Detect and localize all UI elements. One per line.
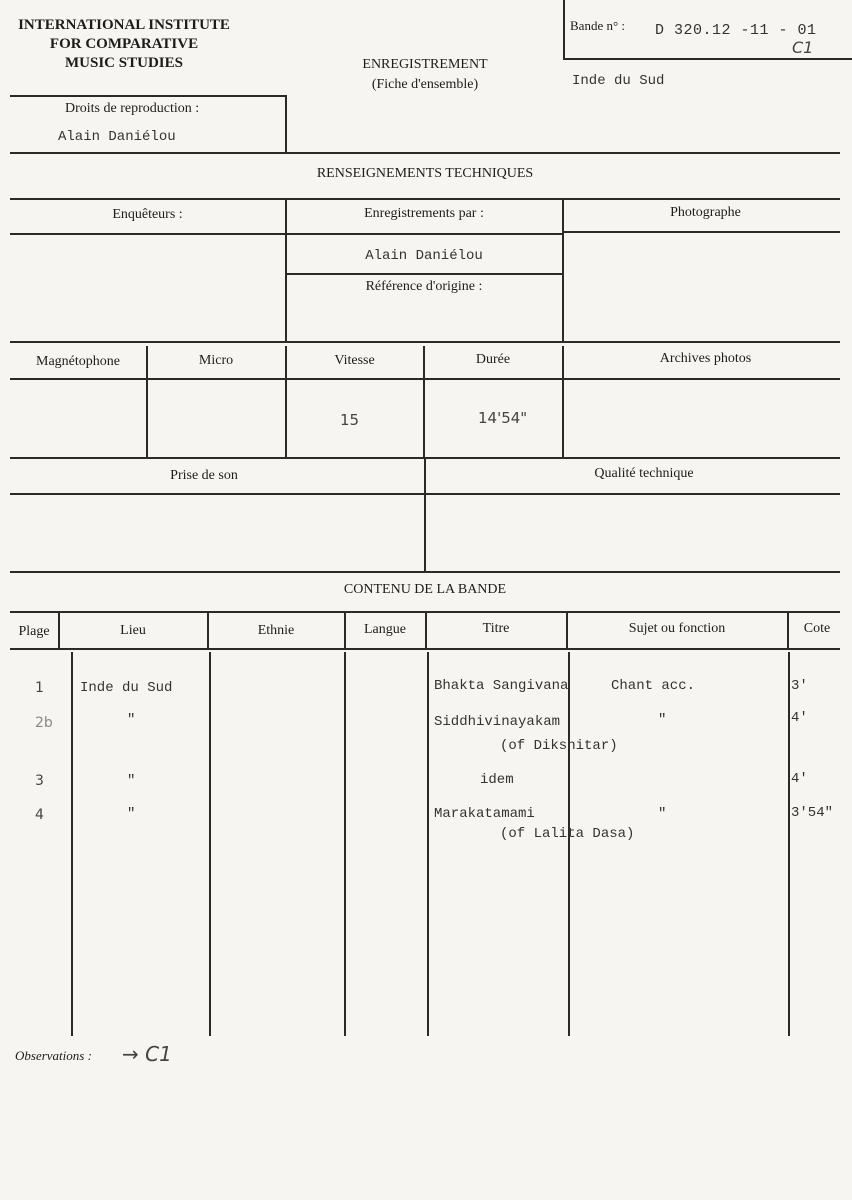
- duree-label: Durée: [475, 352, 511, 367]
- col-lieu: Lieu: [120, 623, 146, 638]
- row4-plage: 4: [35, 807, 44, 823]
- vitesse-value: 15: [340, 411, 360, 429]
- row3-cote: 4': [791, 771, 808, 787]
- technical-section-title: RENSEIGNEMENTS TECHNIQUES: [316, 166, 534, 181]
- bande-label: Bande n° :: [570, 18, 626, 33]
- vitesse-label: Vitesse: [334, 353, 375, 368]
- form-subtitle: (Fiche d'ensemble): [371, 77, 479, 92]
- institute-line-1: INTERNATIONAL INSTITUTE: [18, 17, 230, 33]
- bande-number: D 320.12 -11 - 01: [655, 22, 817, 39]
- content-section-title: CONTENU DE LA BANDE: [343, 582, 507, 597]
- row2-titre-sub: (of Dikshitar): [500, 738, 618, 754]
- row3-titre: idem: [480, 772, 514, 788]
- bande-handwritten-note: C1: [792, 38, 814, 57]
- col-titre: Titre: [482, 621, 510, 636]
- duree-value: 14'54": [478, 409, 528, 427]
- row1-sujet: Chant acc.: [611, 678, 696, 694]
- row4-titre: Marakatamami: [434, 806, 535, 822]
- photographe-label: Photographe: [670, 205, 741, 220]
- row3-plage: 3: [35, 773, 44, 789]
- row3-lieu: ": [127, 773, 136, 789]
- form-title: ENREGISTREMENT: [362, 57, 488, 72]
- row2-plage: 2b: [35, 715, 53, 731]
- region-value: Inde du Sud: [572, 73, 665, 89]
- enqueteurs-label: Enquêteurs :: [112, 207, 183, 222]
- row2-sujet: ": [658, 712, 667, 728]
- micro-label: Micro: [198, 353, 234, 368]
- rights-label: Droits de reproduction :: [65, 101, 200, 116]
- col-sujet: Sujet ou fonction: [628, 621, 726, 636]
- col-ethnie: Ethnie: [257, 623, 295, 638]
- row1-titre: Bhakta Sangivana: [434, 678, 569, 694]
- observations-value: → C1: [122, 1042, 172, 1066]
- institute-name: [6, 16, 242, 73]
- row1-lieu: Inde du Sud: [80, 680, 173, 696]
- row2-cote: 4': [791, 710, 808, 726]
- row1-cote: 3': [791, 678, 808, 694]
- institute-line-3: MUSIC STUDIES: [65, 55, 183, 71]
- rights-value: Alain Daniélou: [58, 129, 176, 145]
- enregistrements-label: Enregistrements par :: [364, 206, 484, 221]
- prise-de-son-label: Prise de son: [170, 468, 238, 483]
- institute-line-2: FOR COMPARATIVE: [49, 36, 199, 52]
- col-cote: Cote: [803, 621, 831, 636]
- col-plage: Plage: [18, 624, 50, 639]
- row2-titre: Siddhivinayakam: [434, 714, 561, 730]
- row4-cote: 3'54": [791, 805, 834, 821]
- row4-sujet: ": [658, 806, 667, 822]
- row1-plage: 1: [35, 680, 44, 696]
- row4-titre-sub: (of Lalita Dasa): [500, 826, 635, 842]
- qualite-label: Qualité technique: [594, 466, 694, 481]
- reference-label: Référence d'origine :: [365, 279, 483, 294]
- row2-lieu: ": [127, 712, 136, 728]
- magnetophone-label: Magnétophone: [36, 354, 120, 369]
- row4-lieu: ": [127, 806, 136, 822]
- enregistrements-value: Alain Daniélou: [365, 248, 483, 264]
- observations-label: Observations :: [15, 1048, 92, 1063]
- col-langue: Langue: [364, 622, 406, 637]
- archives-label: Archives photos: [659, 351, 752, 366]
